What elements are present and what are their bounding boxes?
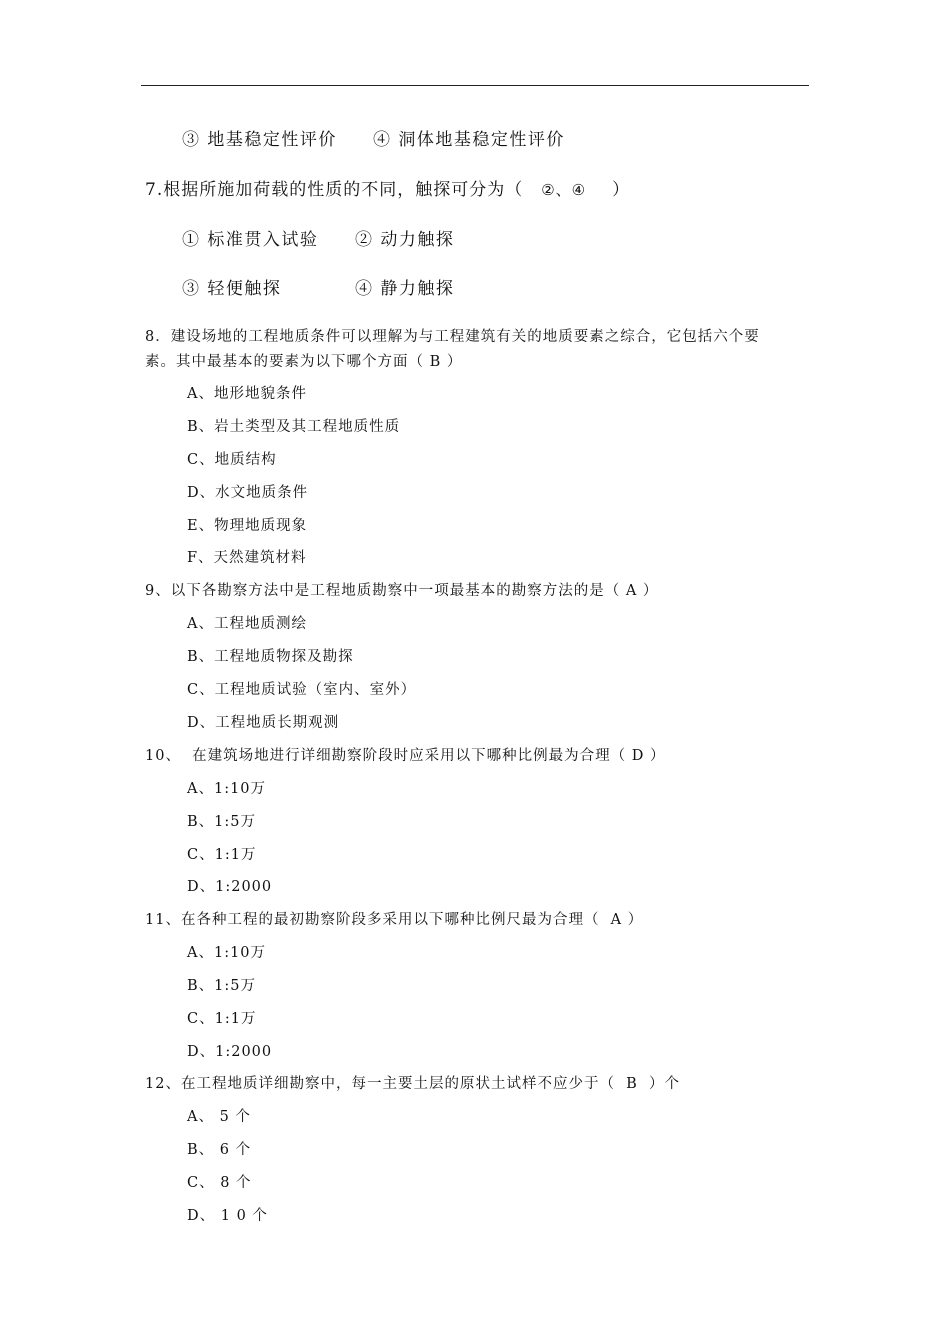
q7-option-1: ① 标准贯入试验: [182, 230, 319, 250]
q9-option: A、工程地质测绘: [187, 616, 307, 632]
q8-option: D、水文地质条件: [187, 485, 309, 501]
q7-question: [145, 175, 630, 200]
q8-option: A、地形地貌条件: [187, 386, 307, 402]
q12-option: A、 5 个: [187, 1109, 251, 1125]
q10-option: C、1:1万: [187, 847, 257, 863]
q10-question: 10、 在建筑场地进行详细勘察阶段时应采用以下哪种比例最为合理（ D ）: [145, 748, 666, 764]
q9-option: C、工程地质试验（室内、室外）: [187, 682, 417, 698]
q12-question: 12、在工程地质详细勘察中，每一主要土层的原状土试样不应少于（ B ）个: [145, 1076, 681, 1092]
q12-option: B、 6 个: [187, 1142, 252, 1158]
q11-option: B、1:5万: [187, 978, 256, 994]
q6-option-4: ④ 洞体地基稳定性评价: [373, 130, 565, 150]
q10-option: D、1:2000: [187, 879, 273, 895]
q8-option: F、天然建筑材料: [187, 550, 307, 566]
header-rule: [141, 85, 809, 86]
q6-option-3: ③ 地基稳定性评价: [182, 130, 337, 150]
q12-option: C、 8 个: [187, 1175, 252, 1191]
q8-option: B、岩土类型及其工程地质性质: [187, 419, 401, 435]
q9-option: B、工程地质物探及勘探: [187, 649, 354, 665]
q11-option: C、1:1万: [187, 1011, 257, 1027]
q7-question-text: 7.根据所施加荷载的性质的不同，触探可分为（: [145, 180, 524, 200]
q7-close-paren: ）: [612, 180, 631, 200]
q8-question-line1: 8．建设场地的工程地质条件可以理解为与工程建筑有关的地质要素之综合，它包括六个要: [145, 329, 760, 345]
q7-option-4: ④ 静力触探: [355, 279, 455, 299]
q9-option: D、工程地质长期观测: [187, 715, 340, 731]
q10-option: A、1:10万: [187, 781, 267, 797]
q8-option: E、物理地质现象: [187, 518, 308, 534]
q12-option: D、 1 0 个: [187, 1208, 268, 1224]
q11-option: D、1:2000: [187, 1044, 273, 1060]
q11-question: 11、在各种工程的最初勘察阶段多采用以下哪种比例尺最为合理（ A ）: [145, 912, 644, 928]
q8-option: C、地质结构: [187, 452, 277, 468]
q10-option: B、1:5万: [187, 814, 256, 830]
q7-answer: ②、④: [541, 181, 587, 199]
q9-question: 9、以下各勘察方法中是工程地质勘察中一项最基本的勘察方法的是（ A ）: [145, 583, 659, 599]
q7-option-3: ③ 轻便触探: [182, 279, 282, 299]
q11-option: A、1:10万: [187, 945, 267, 961]
q8-question-line2: 素。其中最基本的要素为以下哪个方面（ B ）: [145, 354, 463, 370]
q7-option-2: ② 动力触探: [355, 230, 455, 250]
